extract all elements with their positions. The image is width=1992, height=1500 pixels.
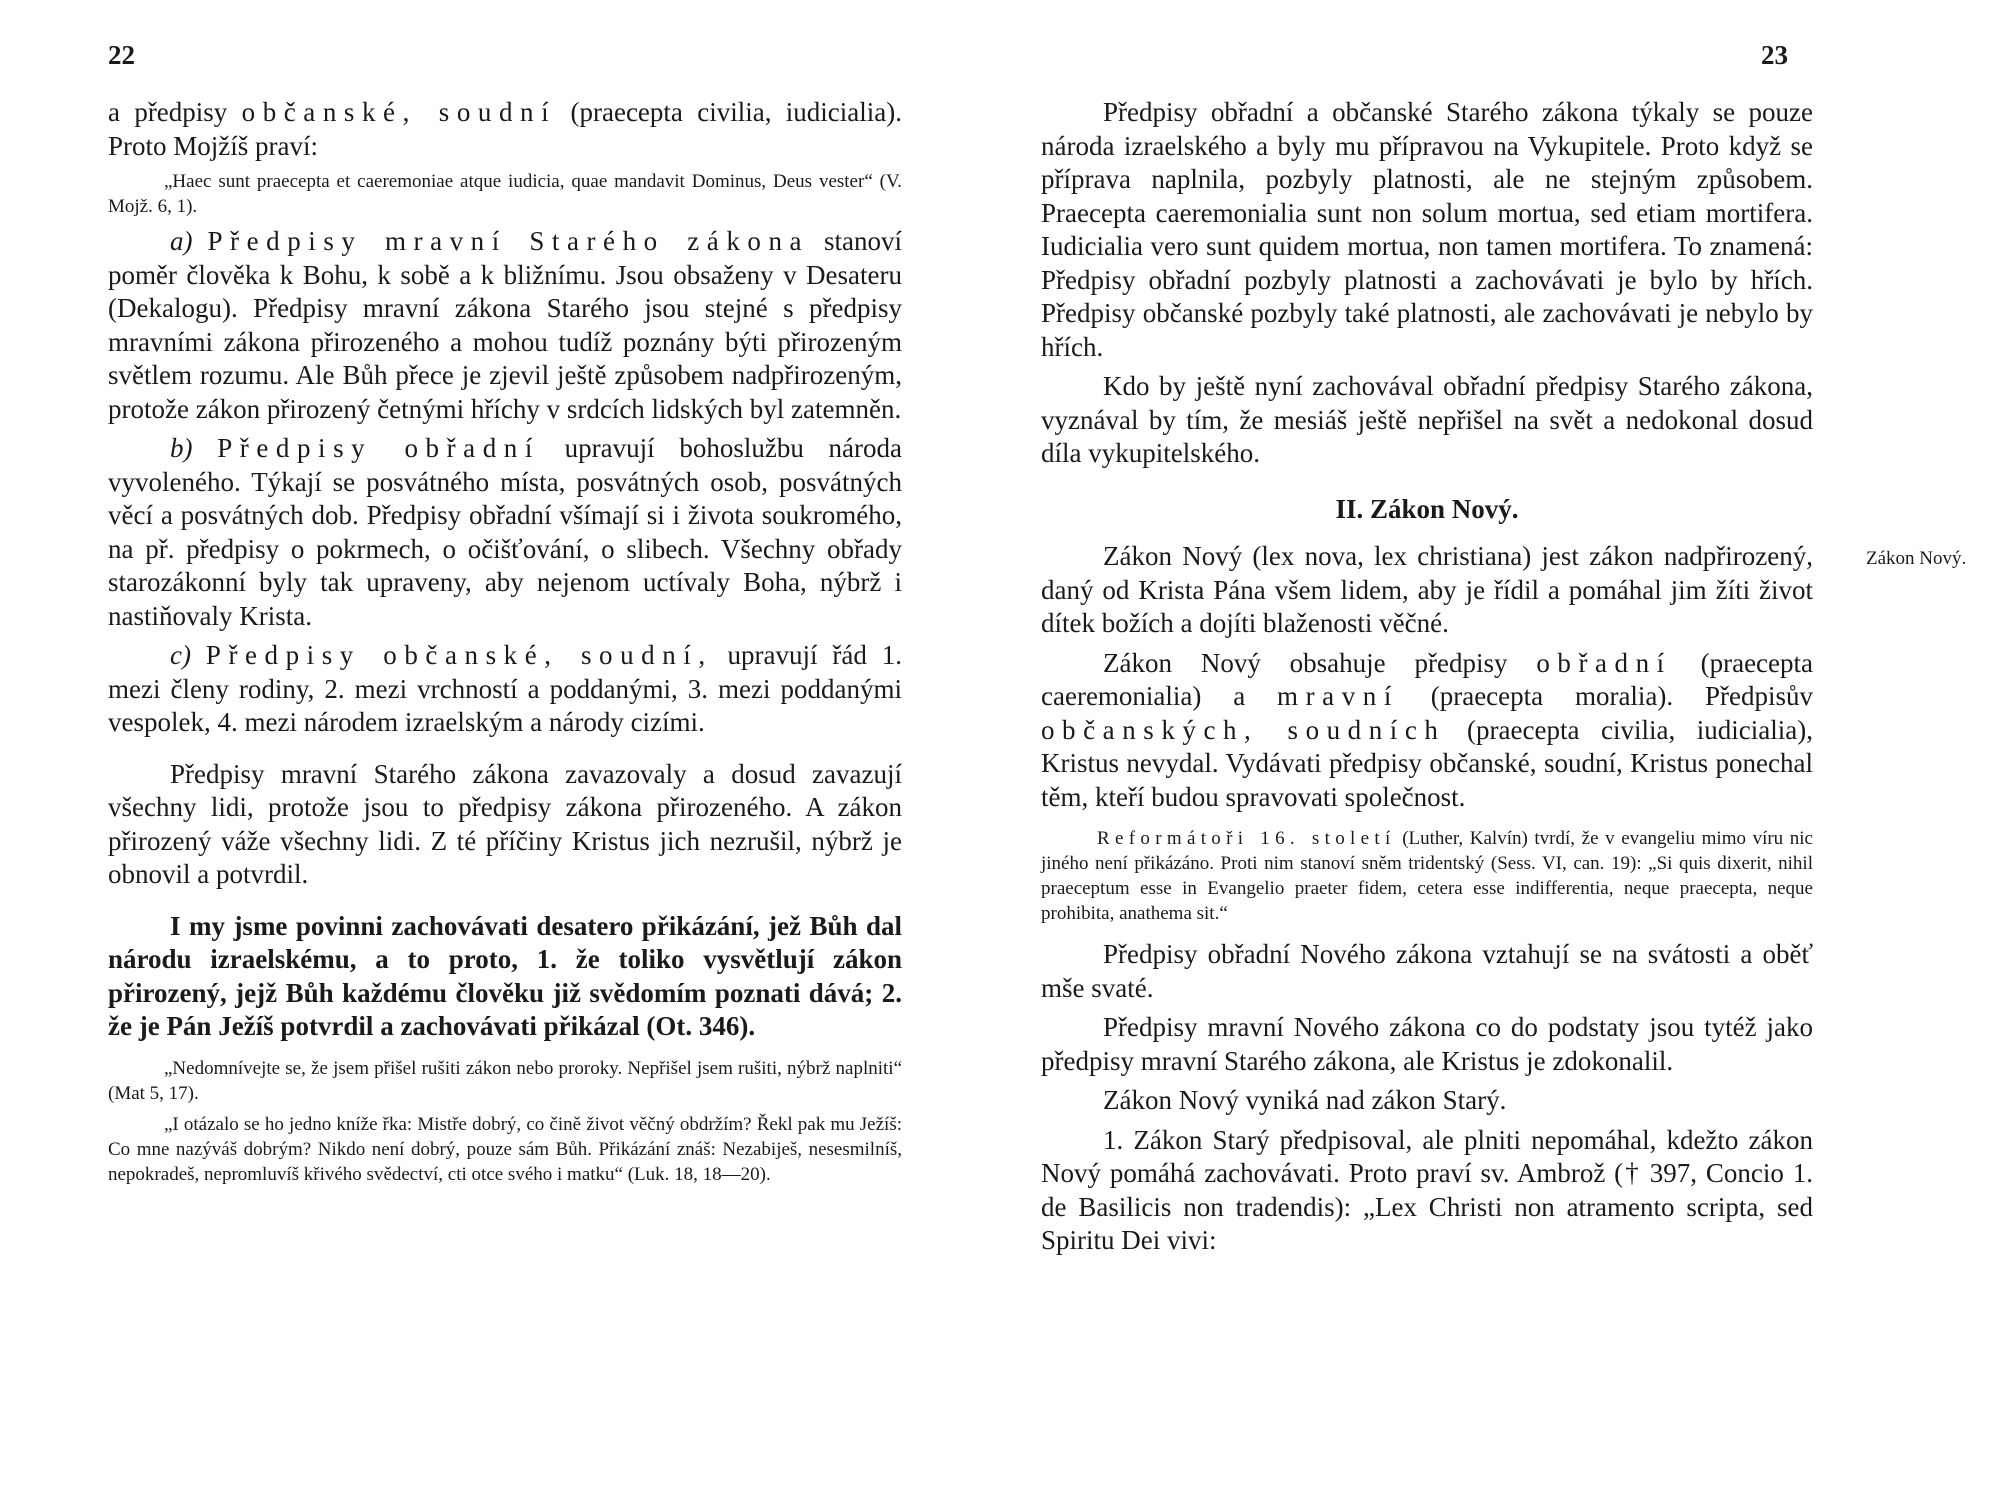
section-heading: II. Zákon Nový. <box>1335 493 1519 524</box>
text-run: a předpisy <box>108 97 242 127</box>
quote-deuteronomy: „Haec sunt praecepta et caeremoniae atque iudicia, quae mandavit Dominus, Deus vester“ (V. Mojž. 6, 1). <box>108 171 902 217</box>
spaced-term: občanské, soudní <box>241 97 557 127</box>
bold-teaching: I my jsme povinni zachovávati desatero přikázání, jež Bůh dal národu izraelskému, a to proto, 1. že toliko vysvětlují zákon přirozený, jejž Bůh každému člověku již svědomím poznati dává; 2. že je Pán Ježíš potvrdil a zachovávati přikázal (Ot. 346). <box>108 910 902 1041</box>
spaced-term: Reformátoři 16. století <box>1097 828 1396 849</box>
paragraph-point-one: 1. Zákon Starý předpisoval, ale plniti nepomáhal, kdežto zákon Nový pomáhá zachovávati. Proto praví sv. Ambrož († 397, Concio 1. de Basilicis non tradendis): „Lex Christi non atramento scripta, sed Spiritu Dei vivi: <box>1041 1124 1813 1255</box>
quote-luke: „I otázalo se ho jedno kníže řka: Mistře dobrý, co čině život věčný obdržím? Řekl pak mu Ježíš: Co mne nazýváš dobrým? Nikdo není dobrý, pouze sám Bůh. Přikázání znáš: Nezabiješ, nesesmilníš, nepokradeš, nepromluvíš křivého svědectví, cti otce svého i matku“ (Luk. 18, 18—20). <box>108 1113 902 1185</box>
spaced-term: Předpisy mravní Starého zákona <box>207 226 810 256</box>
spaced-term: Předpisy občanské, soudní, <box>205 640 713 670</box>
spaced-term: občanských, soudních <box>1041 714 1446 745</box>
paragraph-moral-new: Předpisy mravní Nového zákona co do podstaty jsou tytéž jako předpisy mravní Starého zákona, ale Kristus je zdokonalil. <box>1041 1012 1813 1076</box>
paragraph-civil-intro <box>108 96 902 163</box>
paragraph-new-law-definition: Zákon Nový (lex nova, lex christiana) jest zákon nadpřirozený, daný od Krista Pána všem lidem, aby je řídil a pomáhal jim žíti život dítek božích a dojíti blaženosti věčné. <box>1041 541 1813 638</box>
page-number-left: 22 <box>108 40 135 70</box>
new-law-definition-block <box>1041 540 1967 641</box>
paragraph-moral-binding: Předpisy mravní Starého zákona zavazovaly a dosud zavazují všechny lidi, protože jsou to předpisy zákona přirozeného. A zákon přirozený váže všechny lidi. Z té příčiny Kristus jich nezrušil, nýbrž je obnovil a potvrdil. <box>108 758 902 889</box>
list-letter-b: b) <box>170 433 193 463</box>
paragraph-old-law-validity: Předpisy obřadní a občanské Starého zákona týkaly se pouze národa izraelského a byly mu přípravou na Vykupitele. Proto když se příprava naplnila, pozbyly platnosti, ale ne stejným způsobem. Praecepta caeremonialia sunt non solum mortua, sed etiam mortifera. Iudicialia vero sunt quidem mortua, non tamen mortifera. To znamená: Předpisy obřadní pozbyly platnosti a zachovávati je bylo by hřích. Předpisy občanské pozbyly také platnosti, ale zachovávati je nebylo by hřích. <box>1041 97 1813 362</box>
page-number-right: 23 <box>1761 40 1788 70</box>
text-run: upravují řád 1. mezi členy rodiny, 2. mezi vrchností a poddanými, 3. mezi poddanými vespolek, 4. mezi národem izraelským a národy cizími. <box>108 640 903 737</box>
quote-matthew: „Nedomnívejte se, že jsem přišel rušiti zákon nebo proroky. Nepřišel jsem rušiti, nýbrž naplniti“ (Mat 5, 17). <box>108 1057 902 1104</box>
paragraph-civil-precepts <box>108 639 902 740</box>
text-run: (Luther, Kalvín) tvrdí, že v evangeliu mimo víru nic jiného není přikázáno. Proti nim stanoví sněm tridentský (Sess. VI, can. 19): „Si quis dixerit, nihil praeceptum esse in Evangelio praeter fidem, cetera esse indifferentia, neque praecepta, neque prohibita, anathema sit.“ <box>1041 828 1813 924</box>
text-run: (praecepta civilia, iudicialia). Proto Mojžíš praví: <box>108 97 902 161</box>
spaced-term: obřadní <box>1536 647 1672 678</box>
left-column <box>108 96 902 1187</box>
list-letter-a: a) <box>170 226 193 256</box>
paragraph-excels: Zákon Nový vyniká nad zákon Starý. <box>1103 1085 1507 1115</box>
paragraph-ceremonial-precepts <box>108 432 902 633</box>
text-run: stanoví poměr člověka k Bohu, k sobě a k bližnímu. Jsou obsaženy v Desateru (Dekalogu). Předpisy mravní zákona Starého jsou stejné s předpisy mravními zákona přirozeného a mohou tudíž poznány býti přirozeným světlem rozumu. Ale Bůh přece je zjevil ještě způsobem nadpřirozeným, protože zákon přirozený četnými hříchy v srdcích lidských byl zatemněn. <box>108 226 902 424</box>
paragraph-moral-precepts <box>108 225 902 426</box>
spaced-term: mravní <box>1277 681 1399 711</box>
note-reformers <box>1041 826 1813 926</box>
text-run: Zákon Nový obsahuje předpisy <box>1103 647 1537 678</box>
paragraph-messiah: Kdo by ještě nyní zachovával obřadní předpisy Starého zákona, vyznával by tím, že mesiáš ještě nepřišel na svět a nedokonal dosud díla vykupitelského. <box>1041 371 1813 468</box>
paragraph-sacraments: Předpisy obřadní Nového zákona vztahují se na svátosti a oběť mše svaté. <box>1041 939 1813 1003</box>
text-run: (praecepta moralia). Předpisův <box>1398 681 1813 711</box>
list-letter-c: c) <box>170 640 191 670</box>
paragraph-new-law-content <box>1041 647 1813 815</box>
right-page <box>996 0 1992 1500</box>
right-column <box>1041 96 1967 1258</box>
spaced-term: Předpisy obřadní <box>217 433 540 463</box>
text-run: (praecepta caeremonialia) a <box>1041 647 1814 711</box>
text-run: upravují bohoslužbu národa vyvoleného. Týkají se posvátného místa, posvátných osob, posvátných věcí a posvátných dob. Předpisy obřadní všímají si i života soukromého, na př. předpisy o pokrmech, o očišťování, o slibech. Všechny obřady starozákonní byly tak upraveny, aby nejenom uctívaly Boha, nýbrž i nastiňovaly Krista. <box>108 433 903 631</box>
text-run: (praecepta civilia, iudicialia), Kristus nevydal. Vydávati předpisy občanské, soudní, Kristus ponechal těm, kteří budou spravovati společnost. <box>1041 714 1813 812</box>
margin-note: Zákon Nový. <box>1866 548 1967 569</box>
